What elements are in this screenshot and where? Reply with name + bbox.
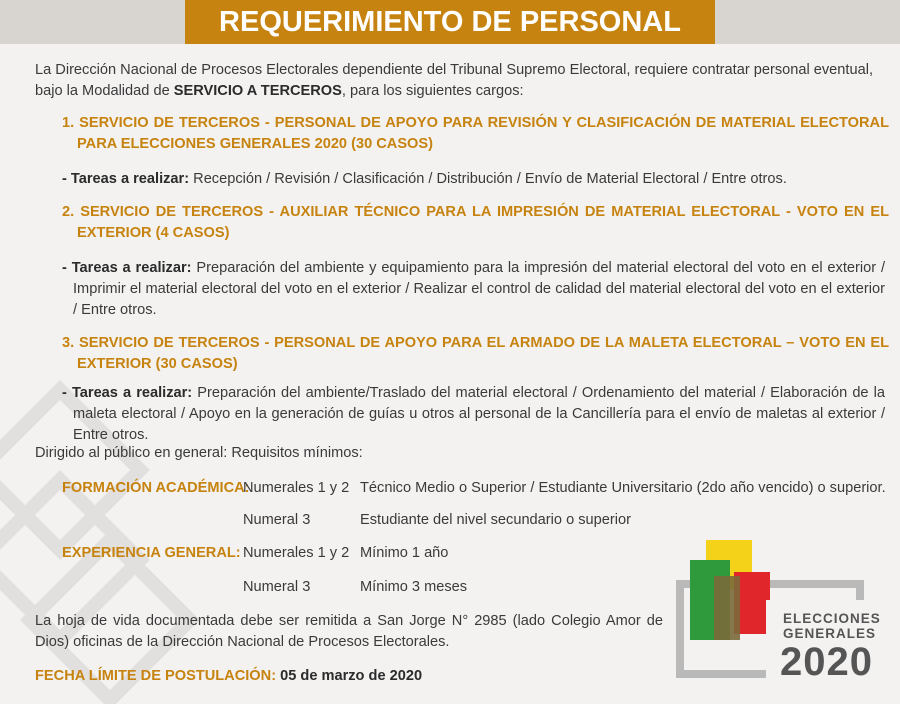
position-heading-3: 3. SERVICIO DE TERCEROS - PERSONAL DE APOYO PARA EL ARMADO DE LA MALETA ELECTORAL – VOTO EN EL EXTERIOR (30 CASOS) [62,335,889,372]
position-tasks-2 [62,258,885,321]
intro-text-end: , para los siguientes cargos: [341,83,524,99]
intro-paragraph [35,60,873,102]
requirements-intro: Dirigido al público en general: Requisitos mínimos: [35,445,363,461]
deadline-label: FECHA LÍMITE DE POSTULACIÓN: [35,668,277,684]
academic-numeral-1: Numerales 1 y 2 [243,480,350,496]
position-tasks-3 [62,383,885,446]
logo-year: 2020 [780,640,873,684]
page-title: REQUERIMIENTO DE PERSONAL [219,6,681,38]
experience-numeral-2: Numeral 3 [243,579,311,595]
experience-label: EXPERIENCIA GENERAL: [62,545,241,561]
position-heading-2: 2. SERVICIO DE TERCEROS - AUXILIAR TÉCNICO PARA LA IMPRESIÓN DE MATERIAL ELECTORAL - VOTO EN EL EXTERIOR (4 CASOS) [62,204,889,241]
logo-brown-block [714,576,740,640]
tasks-label: - Tareas a realizar: [62,171,190,187]
tasks-text: Preparación del ambiente/Traslado del material electoral / Ordenamiento del material / Elaboración de la maleta electoral / Apoyo en la generación de guías u otros al personal de la Cancillería para el envío de maletas al exterior / Entre otros. [73,385,885,443]
academic-value-2: Estudiante del nivel secundario o superior [360,512,631,528]
logo-line2: GENERALES [783,626,877,641]
academic-label: FORMACIÓN ACADÉMICA: [62,480,250,496]
tasks-label: - Tareas a realizar: [62,260,192,276]
position-tasks-1 [62,169,874,190]
academic-value-1: Técnico Medio o Superior / Estudiante Universitario (2do año vencido) o superior. [360,480,886,496]
experience-numeral-1: Numerales 1 y 2 [243,545,350,561]
tasks-text: Recepción / Revisión / Clasificación / Distribución / Envío de Material Electoral / Entre otros. [189,171,787,187]
position-heading-1: 1. SERVICIO DE TERCEROS - PERSONAL DE APOYO PARA REVISIÓN Y CLASIFICACIÓN DE MATERIAL ELECTORAL PARA ELECCIONES GENERALES 2020 (30 CASOS) [62,115,889,152]
deadline-value: 05 de marzo de 2020 [276,668,423,684]
cv-note: La hoja de vida documentada debe ser remitida a San Jorge N° 2985 (lado Colegio Amor de Dios) oficinas de la Dirección Nacional de Procesos Electorales. [35,613,663,650]
experience-value-1: Mínimo 1 año [360,545,449,561]
intro-bold: SERVICIO A TERCEROS [173,83,342,99]
logo-line1: ELECCIONES [783,611,881,626]
experience-value-2: Mínimo 3 meses [360,579,468,595]
tasks-label: - Tareas a realizar: [62,385,193,401]
tasks-text: Preparación del ambiente y equipamiento para la impresión del material electoral del voto en el exterior / Imprimir el material electoral del voto en el exterior / Realizar el control de calidad del material electoral del voto en el exterior / Entre otros. [73,260,886,318]
deadline [35,666,422,686]
academic-numeral-2: Numeral 3 [243,512,311,528]
intro-text: La Dirección Nacional de Procesos Electorales dependiente del Tribunal Supremo Electoral, requiere contratar personal eventual, bajo la Modalidad de [35,62,874,99]
